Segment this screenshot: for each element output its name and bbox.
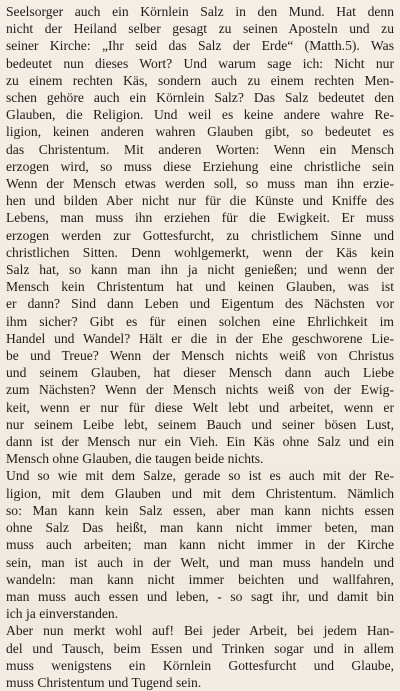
text-line: be und Treue? Wenn der Mensch nichts weiß von Christus [6, 348, 394, 364]
text-line: so: Man kann kein Salz essen, aber man kann nichts essen [6, 502, 394, 518]
text-line: keit, wenn er nur für diese Welt lebt und arbeitet, wenn er [6, 399, 394, 415]
text-line: Seelsorger auch ein Körnlein Salz in den Mund. Hat denn [6, 4, 394, 19]
text-line: nicht der Heiland selber gesagt zu seinen Aposteln und zu [6, 21, 394, 37]
text-line: Mensch kein Christentum hat und keinen Glauben, was ist [6, 279, 394, 295]
text-line: hen und bilden Aber nicht nur für die Künste und Kniffe des [6, 193, 394, 209]
text-line: wandeln: man kann nicht immer beichten und wallfahren, [6, 571, 394, 587]
text-line: bedeutet nun dieses Wort? Und warum sage ich: Nicht nur [6, 55, 394, 71]
text-line: erzogen werden zur Gottesfurcht, zu christlichem Sinne und [6, 227, 394, 243]
text-line: muss wenigstens ein Körnlein Gottesfurcht und Glaube, [6, 657, 394, 673]
text-line: nur seinem Leibe lebt, seinem Bauch und seiner bösen Lust, [6, 416, 394, 432]
text-line: ich ja einverstanden. [6, 606, 119, 622]
text-line: Salz hat, so kann man ihn ja nicht genießen; und wenn der [6, 262, 394, 278]
text-line: und seinem Glauben, hat dieser Mensch dann auch Liebe [6, 365, 394, 381]
text-line: muss auch arbeiten; man kann nicht immer in der Kirche [6, 537, 394, 553]
text-line: ligion, mit dem Glauben und mit dem Christentum. Nämlich [6, 485, 394, 501]
text-line: del und Tausch, beim Essen und Trinken sogar und in allem [6, 640, 394, 656]
text-line: Aber nun merkt wohl auf! Bei jeder Arbeit, bei jedem Han- [6, 623, 394, 639]
text-line: Handel und Wandel? Hält er die in der Ehe geschworene Lie- [6, 330, 394, 346]
text-line: Und so wie mit dem Salze, gerade so ist es auch mit der Re- [6, 468, 394, 484]
text-line: ohne Salz Das heißt, man kann nicht immer beten, man [6, 520, 394, 536]
text-line: muss Christentum und Tugend sein. [6, 674, 202, 690]
text-line: zu einem rechten Käs, sondern auch zu einem rechten Men- [6, 72, 394, 88]
text-line: er dann? Sind dann Leben und Eigentum des Nächsten vor [6, 296, 394, 312]
text-line: zum Nächsten? Wenn der Mensch nichts weiß von der Ewig- [6, 382, 394, 398]
text-line: dann ist der Mensch nur ein Vieh. Ein Käs ohne Salz und ein [6, 434, 394, 450]
text-line: Lebens, man muss ihn erziehen für die Ewigkeit. Er muss [6, 210, 394, 226]
text-line: ihm sicher? Gibt es für einen solchen eine Ehrlichkeit im [6, 313, 394, 329]
text-line: erzogen wird, so muss diese Erziehung eine christliche sein [6, 158, 394, 174]
text-line: man muss auch essen und leben, - so sagt ihr, und damit bin [6, 588, 394, 604]
text-line: ligion, keinen anderen wahren Glauben gibt, so bedeutet es [6, 124, 394, 140]
text-line: Wenn der Mensch etwas werden soll, so muss man ihn erzie- [6, 176, 394, 192]
text-line: Mensch ohne Glauben, die taugen beide nichts. [6, 451, 264, 467]
body-text [6, 3, 394, 691]
text-line: Glauben, die Religion. Und weil es keine andere wahre Re- [6, 107, 394, 123]
text-line: christlichen Sitten. Denn wohlgemerkt, wenn der Käs kein [6, 244, 394, 260]
text-line: schen gehöre auch ein Körnlein Salz? Das Salz bedeutet den [6, 90, 394, 106]
text-line: seiner Kirche: „Ihr seid das Salz der Erde“ (Matth.5). Was [6, 38, 394, 54]
text-line: sein, man ist auch in der Welt, und man muss handeln und [6, 554, 394, 570]
text-line: das Christentum. Mit anderen Worten: Wenn ein Mensch [6, 141, 394, 157]
